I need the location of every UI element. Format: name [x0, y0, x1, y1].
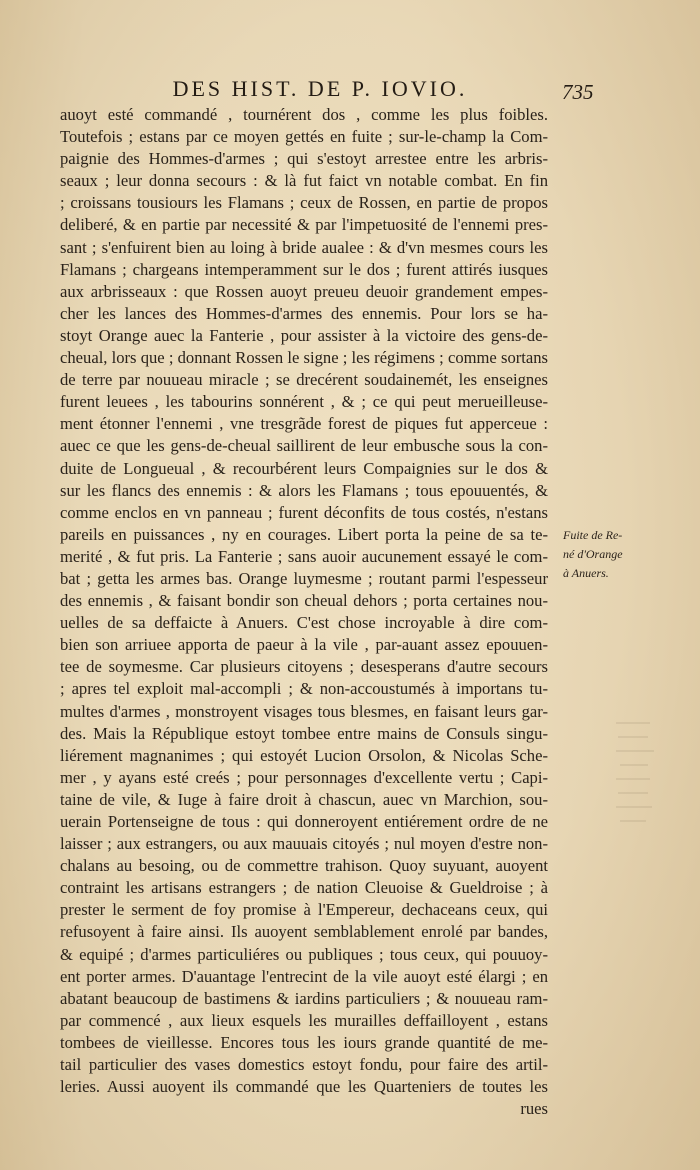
text-line: tee de soymesme. Car plusieurs citoyens ; desesperans d'autre secours [60, 657, 548, 677]
marginal-note-line: Fuite de Re- [563, 528, 623, 542]
text-line: furent leuees , les tabourins sonnérent , & ; ce qui peut merueilleuse- [60, 392, 548, 412]
text-line: ent porter armes. D'auantage l'entrecint de la vile auoyt esté élargi ; en [60, 966, 548, 986]
text-line: tombees de vieillesse. Encores tous les iours grande quantité de me- [60, 1032, 548, 1052]
text-line: auec ce que les gens-de-cheual saillirent de leur embusche sous la con- [60, 436, 548, 456]
text-line: par commencé , aux lieux esquels les murailles deffailloyent , estans [60, 1010, 548, 1030]
marginal-note [563, 526, 683, 583]
marginal-note-line: à Anuers. [563, 566, 609, 580]
text-line: laisser ; aux estrangers, ou aux mauuais citoyés ; nul moyen d'estre non- [60, 834, 548, 854]
text-line: bien son arriuee apporta de paeur à la vile , par-auant assez epouuen- [60, 635, 548, 655]
text-line: rues [520, 1099, 548, 1119]
text-line: auoyt esté commandé , tournérent dos , comme les plus foibles. [60, 105, 548, 124]
text-line: contraint les artisans estrangers ; de nation Cleuoise & Gueldroise ; à [60, 878, 548, 898]
text-line: sant ; s'enfuirent bien au loing à bride aualee : & d'vn mesmes cours les [60, 237, 548, 257]
text-line: Toutefois ; estans par ce moyen gettés en fuite ; sur-le-champ la Com- [60, 127, 548, 147]
marginal-note-line: né d'Orange [563, 547, 623, 561]
text-line: ment étonner l'ennemi , vne tresgrãde forest de piques fut apperceue : [60, 414, 548, 434]
text-line: stoyt Orange auec la Fanterie , pour assister à la victoire des gens-de- [60, 325, 548, 345]
text-line: multes d'armes , monstroyent visages tous blesmes, en faisant leurs gar- [60, 701, 548, 721]
text-line: seaux ; leur donna secours : & là fut faict vn notable combat. En fin [60, 171, 548, 191]
text-line: de terre par nouueau miracle ; se drecérent soudainemét, les enseignes [60, 370, 548, 390]
text-line: leries. Aussi auoyent ils commandé que les Quarteniers de toutes les [60, 1077, 548, 1097]
text-line: cher les lances des Hommes-d'armes des ennemis. Pour lors se ha- [60, 303, 548, 323]
text-line: mer , y ayans esté creés ; pour personnages d'excellente vertu ; Capi- [60, 767, 548, 787]
text-line: sur les flancs des ennemis : & alors les Flamans ; tous epouuentés, & [60, 480, 548, 500]
text-line: ; croissans tousiours les Flamans ; ceux de Rossen, en partie de propos [60, 193, 548, 213]
text-line: taine de vile, & Iuge à faire droit à chascun, auec vn Marchion, sou- [60, 789, 548, 809]
text-line: merité , & fut pris. La Fanterie ; sans auoir aucunement essayé le com- [60, 546, 548, 566]
text-line: refusoyent à faire ainsi. Ils auoyent semblablement enrolé par bandes, [60, 922, 548, 942]
text-line: des. Mais la République estoyt tombee entre mains de Consuls singu- [60, 723, 548, 743]
body-text [60, 104, 548, 1120]
text-line: uerain Portenseigne de tous : qui donneroyent entiérement ordre de ne [60, 812, 548, 831]
page-number: 735 [562, 80, 594, 104]
bleed-through-ink [612, 715, 662, 835]
text-line: aux arbrisseaux : que Rossen auoyt preueu deuoir grandement empes- [60, 281, 548, 301]
text-line: comme enclos en vn panneau ; furent déconfits de tous costés, n'estans [60, 502, 548, 522]
text-line: uelles de sa deffaicte à Anuers. C'est chose incroyable à dire com- [60, 613, 548, 633]
text-line: & equipé ; d'armes particuliéres ou publiques ; tous ceux, qui pouuoy- [60, 944, 548, 964]
text-line: abatant beaucoup de bastimens & iardins particuliers ; & nouueau ram- [60, 988, 548, 1008]
text-line: Flamans ; chargeans intemperamment sur le dos ; furent attirés iusques [60, 259, 548, 279]
text-line: duite de Longueual , & recourbérent leurs Compaignies sur le dos & [60, 458, 548, 478]
text-line: liérement magnanimes ; qui estoyét Lucion Orsolon, & Nicolas Sche- [60, 745, 548, 765]
text-line: chalans au besoing, ou de commettre trahison. Quoy suyuant, auoyent [60, 856, 548, 876]
text-line: cheual, lors que ; donnant Rossen le signe ; les régimens ; comme sortans [60, 348, 548, 368]
text-line: pareils en puissances , ny en courages. Libert porta la peine de sa te- [60, 524, 548, 544]
text-line: deliberé, & en partie par necessité & par l'impetuosité de l'ennemi pres- [60, 215, 548, 235]
text-line: ; apres tel exploit mal-accompli ; & non-accoustumés à importans tu- [60, 679, 548, 699]
text-line: tail particulier des vases domestics estoyt fondu, pour faire des artil- [60, 1055, 548, 1075]
text-line: prester le serment de foy promise à l'Empereur, dechaceans ceux, qui [60, 900, 548, 920]
text-line: des ennemis , & faisant bondir son cheual dehors ; porta certaines nou- [60, 591, 548, 611]
text-line: paignie des Hommes-d'armes ; qui s'estoyt arrestee entre les arbris- [60, 149, 548, 169]
text-line: bat ; getta les armes bas. Orange luymesme ; routant parmi l'espesseur [60, 568, 548, 588]
running-head: DES HIST. DE P. IOVIO. [172, 76, 468, 101]
